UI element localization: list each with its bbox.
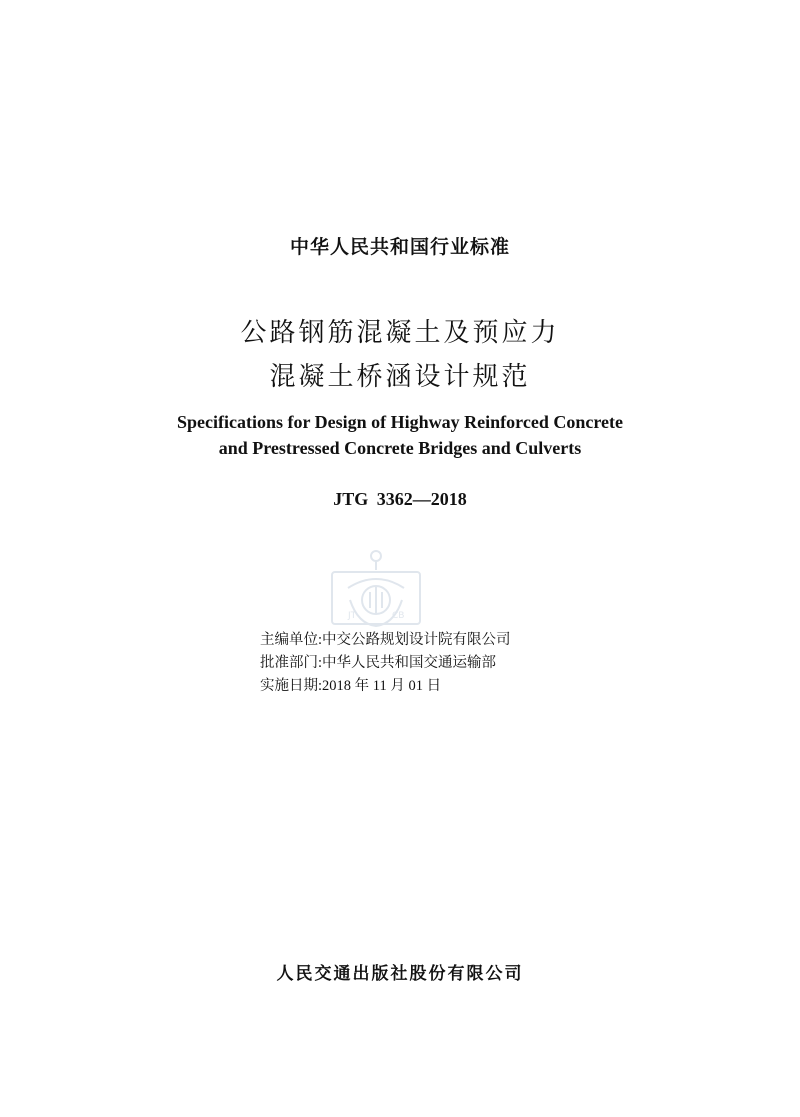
chinese-title-line-1: 公路钢筋混凝土及预应力	[240, 318, 560, 348]
watermark-text-right: CB	[392, 611, 405, 621]
chinese-title-line-2: 混凝土桥涵设计规范	[269, 362, 531, 392]
english-title-line-1: Specifications for Design of Highway Reinforced Concrete	[177, 412, 623, 432]
standard-type-heading: 中华人民共和国行业标准	[289, 236, 510, 258]
standard-code: JTG 3362—2018	[333, 489, 467, 509]
watermark-text-left: JT	[348, 611, 357, 621]
publisher-name: 人民交通出版社股份有限公司	[276, 964, 524, 984]
english-title-line-2: and Prestressed Concrete Bridges and Culverts	[218, 438, 582, 458]
publisher-emblem-icon	[328, 548, 424, 638]
effective-date: 实施日期:2018 年 11 月 01 日	[260, 678, 442, 694]
editor-unit: 主编单位:中交公路规划设计院有限公司	[260, 632, 511, 648]
approval-department: 批准部门:中华人民共和国交通运输部	[260, 655, 497, 671]
